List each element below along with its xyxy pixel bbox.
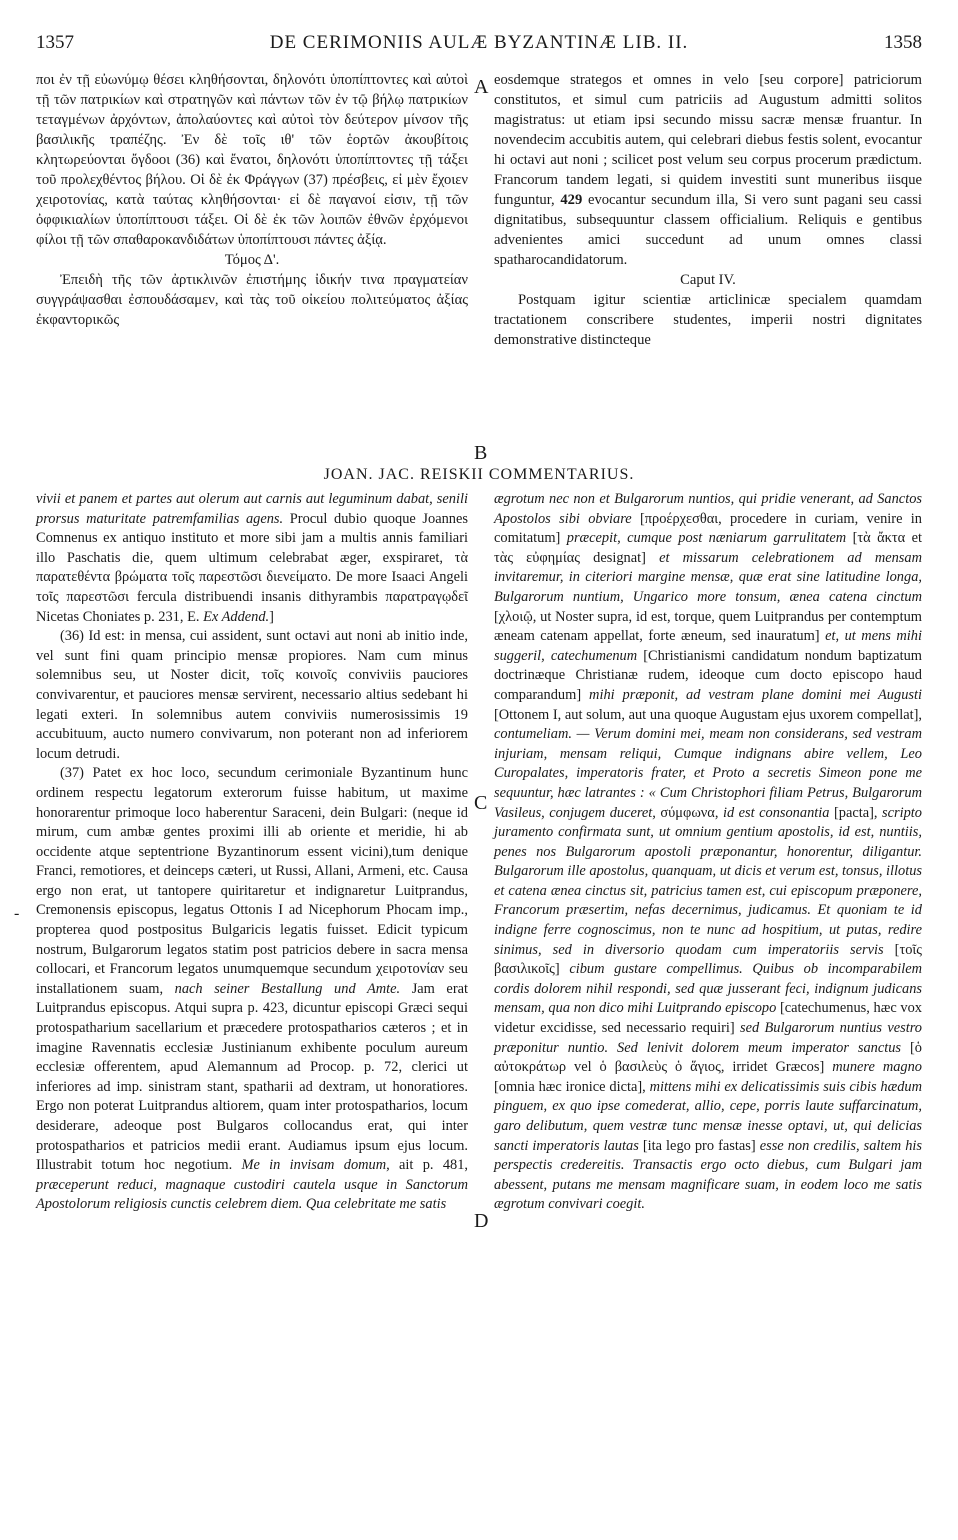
- latin-paragraph-1-part-b: evocantur secundum illa, Si vero sunt pagani seu cassi dignitatibus, subsequuntur classem officialium. Reliquis e gentibus advenientes amici succedunt ad unum omnes classi spatharocandidatorum.: [494, 192, 922, 268]
- margin-letter-c: C: [474, 792, 488, 814]
- commentary-text: (37) Patet ex hoc loco, secundum cerimoniale Byzantinum hunc ordinem respectu legatorum exterorum fuisse habitum, ut maxime honorarentur primoque loco haberentur Saraceni, dein Bulgari: (neque id mirum, cum ambæ gentes proximi illi ab oriente et meridie, hi ab occidente atque septentrione Byzantinorum essent vicini),tum denique Franci, remotiores, et deinceps cæteri, ut Russi, Allani, Armeni, etc. Causa ergo non erat, ut tantopere quiritaretur et indignaretur Luitprandus, Cremonensis episcopus, legatus Ottonis I ad Nicephorum Phocam imp., propterea quod postpositus Bulgaricis legatis fuisset. Edicit typicum nostrum, Bulgarorum legatos statim post patricios debere in sacra mensa collocari, et Francorum legatos unumquemque secundum χειροτονίαν seu installationem suam,: [36, 765, 468, 997]
- commentary-italic-text: cibum gustare compellimus. Quibus ob incomparabilem cordis dolorem nihil respondi, sed quæ jusserant feci, indignum judicans mensam, qua non dico mihi Luitprando episcopo: [494, 961, 922, 1017]
- page-number-right: 1358: [884, 32, 922, 53]
- commentary-italic-text: vivii et panem et partes aut olerum aut carnis aut leguminum dabat, senili prorsus maturitate patremfamilias agens.: [36, 491, 468, 527]
- commentary-text: [Christianismi candidatum nondum baptizatum doctrinæque Christianæ rudem, ideoque cum docto episcopo haud comparandum]: [494, 647, 922, 703]
- commentary-left-column: [36, 490, 468, 1215]
- commentary-italic-text: mihi præponit, ad vestram plane domini mei Augusti: [589, 686, 922, 703]
- commentary-text: Jam erat Luitprandus episcopus. Atqui supra p. 423, dicuntur episcopi Græci sequi protospatharium sacellarium et præcedere protospatharios cæteros ; et in imagine Ravennatis ecclesiæ Justinianum exhibente poculum aureum ecclesiæ offerentem, apud Alemannum ad Procop. p. 72, clerici ut inferiores ad imp. sinistram stant, spatharii ad dextram, ut honoratiores. Ergo non poterat Luitprandus altiorem, quam inter protospatharios, locum desiderare, adeoque post Bulgaros collocandus erat, qui inter protospatharios et patricios medii erant. Audiamus ipsum ejus locum. Illustrabit totum hoc negotium.: [36, 980, 468, 1174]
- commentary-italic-text: munere magno: [832, 1059, 922, 1076]
- note-37: [36, 764, 468, 1215]
- commentary-title: JOAN. JAC. REISKII COMMENTARIUS.: [323, 466, 635, 483]
- commentary-italic-text: scripto juramento confirmata sunt, ut omnium gentium apostolis, id est, nuntiis, penes nos Bulgarorum apostoli præponantur, honorentur, diligantur. Bulgarorum ille apostolus, quanquam, ut dicis et verum est, tonsus, illotus et catena ænea cinctus sit, patricius tamen est, cui episcopum præponere, Francorum præsertim, nefas decernimus, judicamus. Et quoniam te id indigne ferre cognoscimus, non te nunc ad hospitium, ut putas, redire sinimus, sed in diversorio quodam cum imperatoriis servis: [494, 804, 922, 958]
- margin-mark: -: [14, 905, 20, 922]
- commentary-text: [τοῖς βασιλικοῖς]: [494, 941, 922, 978]
- latin-section-heading: Caput IV.: [680, 272, 736, 288]
- commentary-italic-text: sed Bulgarorum nuntius vestro præponitur nuntio. Sed lenivit dolorem meum imperator sanctus: [494, 1020, 922, 1056]
- commentary-text: [catechumenus, hæc vox videtur excidisse, sed necessario requiri]: [494, 1000, 922, 1037]
- commentary-italic-text: et missarum celebrationem ad mensam invitaremur, in citeriori margine mensæ, quæ erat sine latitudine longa, Bulgarorum nuntium, Ungarico more tonsum, ænea catena cinctum: [494, 549, 922, 605]
- running-title: DE CERIMONIIS AULÆ BYZANTINÆ LIB. II.: [269, 32, 689, 53]
- commentary-text: [χλοιῷ, ut Noster supra, id est, torque, quem Luitprandus per contemptum æneam catenam appellat, forte æneum, sed inauratum]: [494, 608, 922, 645]
- margin-letter-d: D: [474, 1210, 489, 1232]
- commentary-italic-text: Me in invisam domum,: [241, 1157, 390, 1174]
- commentary-text: [ὁ αὐτοκράτωρ vel ὁ βασιλεὺς ὁ ἅγιος, irridet Græcos]: [494, 1039, 922, 1076]
- latin-paragraph-1-part-a: eosdemque strategos et omnes in velo [seu corpore] patriciorum constitutos, et simul cum patriciis ad Augustum admitti solitos magistratus: ut etiam ipsi secundo missu sacræ mensæ fruantur. In novendecim accubitis autem, qui celebrari diebus festis solent, evocantur hi octavi aut noni ; scilicet post velum seu corpus procerum prædictum. Francorum tandem legati, si quidem investiti sunt muneribus iisque funguntur,: [494, 72, 922, 208]
- commentary-italic-text: ægrotum nec non et Bulgarorum nuntios, qui pridie venerant, ad Sanctos Apostolos sibi obviare: [494, 491, 922, 527]
- commentary-text: σύμφωνα,: [660, 804, 719, 821]
- commentary-italic-text: præceperunt reduci, magnaque custodiri cautela usque in Sanctorum Apostolorum religiosis cunctis celebrem diem. Qua celebritate me satis: [36, 1176, 468, 1213]
- margin-letter-a: A: [474, 76, 489, 98]
- commentary-right-paragraph: [494, 490, 922, 1215]
- commentary-text: ]: [269, 608, 274, 625]
- commentary-italic-text: contumeliam. — Verum domini mei, meam non considerans, sed vestram injuriam, mensam reliqui, Cumque indignans abire vellem, Leo Curopalates, imperatoris frater, et Proto a secretis Simeon pone me sequuntur, hæc latrantes : « Cum Christophori filiam Petrus, Bulgarorum Vasileus, conjugem duceret,: [494, 726, 922, 821]
- commentary-italic-text: nach seiner Bestallung und Amte.: [174, 980, 401, 997]
- page-header: [36, 32, 922, 62]
- commentary-italic-text: esse non credilis, saltem his perspectis credereitis. Transactis ergo octo diebus, cum Bulgari jam abessent, putans me mensam magnificare suam, in eodem loco me satis ægrotum convivari coegit.: [494, 1137, 922, 1213]
- greek-paragraph-1: ποι ἐν τῇ εὐωνύμῳ θέσει κληθήσονται, δηλονότι ὑποπίπτοντες καὶ αὐτοὶ τῇ τῶν πατρικίων καὶ στρατηγῶν καὶ πάντων τῶν ἐν τῷ βήλῳ πατρικίων τεταγμένων ἀρχόντων, ἀπολαύοντες καὶ αὐτοὶ τὸν δεύτερον μίνσον τῆς βασιλικῆς τραπέζης. Ἐν δὲ τοῖς ιθ' τῶν ἑορτῶν ἀκουβίτοις κλητωρεύονται ὄγδοοι (36) καὶ ἔνατοι, δηλονότι ὑποπίπτοντες τῇ τάξει τοῦ προλεχθέντος βήλου. Οἱ δὲ ἐκ Φράγγων (37) πρέσβεις, εἰ μὲν ἔχοιεν χειροτονίας, κατὰ ταύτας κληθήσονται· εἰ δὲ παγανοί εἰσιν, τῇ τῶν ὀφφικιαλίων ὑποπίπτουσι τάξει. Οἱ δὲ ἐκ τῶν λοιπῶν ἐθνῶν ἐρχόμενοι φίλοι τῇ τῶν σπαθαροκανδιδάτων ὑποπίπτουσι πάντες ἀξίᾳ.: [36, 72, 468, 248]
- commentary-text: [τὰ ἄκτα et τὰς εὐφημίας designat]: [494, 530, 922, 566]
- page-number-left: 1357: [36, 32, 74, 53]
- commentary-italic-text: mittens mihi ex delicatissimis suis cibis hædum pinguem, ex quo ipse comederat, allio, cepe, porris laute suffarcinatum, garo delibutum, quem vestræ tunc mensæ inesse optavi, ut, qui delicias sancti imperatoris lautas: [494, 1078, 923, 1154]
- page-reference-number: 429: [560, 192, 583, 208]
- commentary-italic-text: præcepit, cumque post næniarum garrulitatem: [566, 530, 847, 547]
- commentary-italic-text: id est consonantia: [722, 804, 830, 821]
- greek-paragraph-2: Ἐπειδὴ τῆς τῶν ἀρτικλινῶν ἐπιστήμης ἰδικήν τινα πραγματείαν συγγράψασθαι ἐσπουδάσαμεν, καὶ τὰς τοῦ οἰκείου πολιτεύματος ἀξίας ἐκφαντορικῶς: [36, 272, 468, 328]
- commentary-text: [ita lego pro fastas]: [642, 1137, 756, 1154]
- commentary-italic-text: Ex Addend.: [203, 608, 270, 625]
- commentary-text: [Ottonem I, aut solum, aut una quoque Augustam ejus uxorem compellat],: [494, 706, 922, 723]
- commentary-text: ait p. 481,: [399, 1157, 468, 1174]
- commentary-right-column: [494, 490, 922, 1215]
- latin-paragraph-2: Postquam igitur scientiæ articlinicæ specialem quamdam tractationem conscribere studentes, imperii nostri dignitates demonstrative distincteque: [494, 292, 922, 348]
- margin-letter-b: B: [474, 442, 488, 464]
- greek-column: [36, 70, 468, 330]
- commentary-text: [omnia hæc ironice dicta],: [494, 1078, 646, 1095]
- commentary-text: [pacta],: [833, 804, 878, 821]
- commentary-left-paragraph-1: [36, 490, 468, 627]
- commentary-text: [προέρχεσθαι, procedere in curiam, venire in comitatum]: [494, 510, 922, 547]
- commentary-italic-text: et, ut mens mihi suggeril, catechumenum: [494, 628, 922, 664]
- commentary-text: Procul dubio quoque Joannes Comnenus ex antiquo instituto et more sibi jam a multis annis familiari illo Paschatis die, quem ultimum celebrabat æger, exspiraret, τὰ παρατεθέντα βρώματα τοῖς παρεστῶσι διενείματο. De more Isaaci Angeli τοῖς παρεστῶσι fercula distribuendi insanis dithyrambis παρατραγῳδεῖ Nicetas Choniates p. 231, E.: [36, 510, 468, 625]
- latin-paragraph-1: [494, 70, 922, 270]
- note-36: (36) Id est: in mensa, cui assident, sunt octavi aut noni ab initio inde, vel sunt fini quam principio mensæ propiores. Nam cum minus solemnibus seu, ut Noster dicit, τοῖς κοινοῖς conviviis pauciores convivarentur, et pauciores mensæ servirent, necessario altius sedebant hi legati exteri. In solemnibus autem conviviis numerosissimis 19 accubituum, aucto numero convivarum, non poterant non ad inferiorem locum detrudi.: [36, 628, 468, 762]
- latin-column: [494, 70, 922, 350]
- greek-section-heading: Τόμος Δ'.: [224, 252, 280, 268]
